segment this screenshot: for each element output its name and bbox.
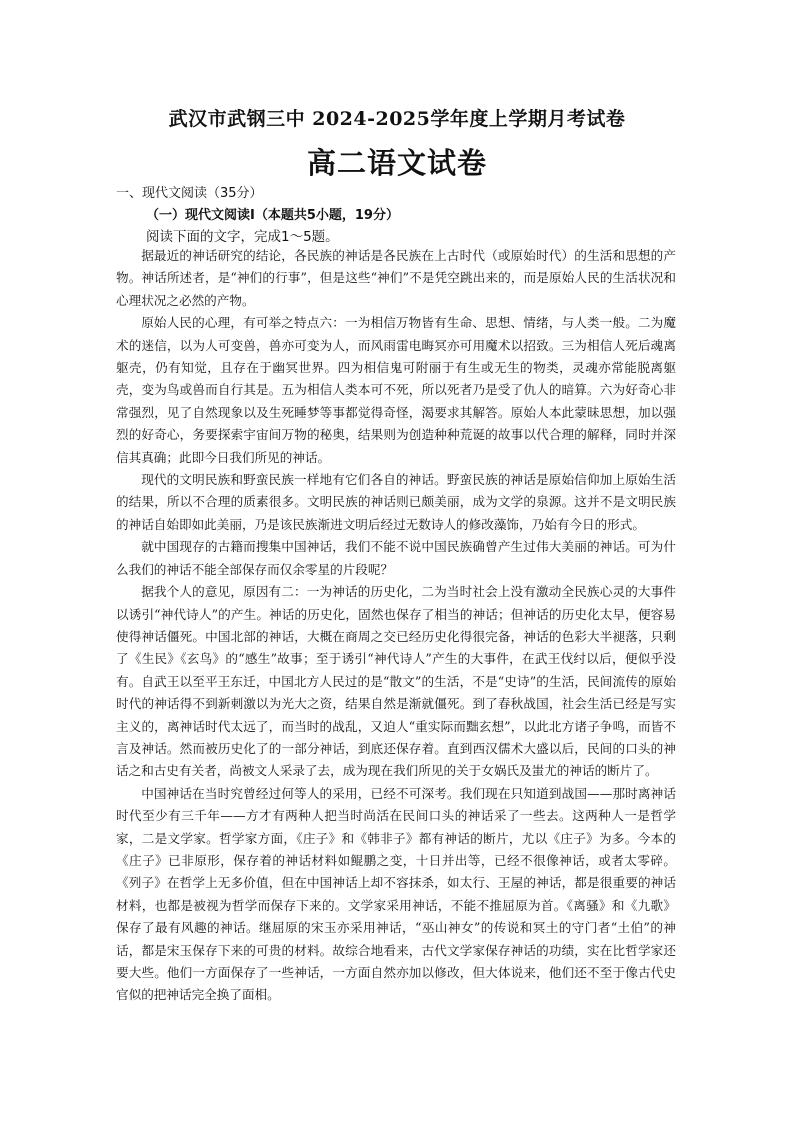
reading-instruction: 阅读下面的文字，完成1～5题。 bbox=[146, 229, 339, 245]
passage-paragraph: 原始人民的心理，有可举之特点六：一为相信万物皆有生命、思想、情绪，与人类一般。二为魔术的迷信，以为人可变兽，兽亦可变为人，而风雨雷电晦冥亦可用魔术以招致。三为相信人死后魂离躯壳，仍有知觉，且存在于幽冥世界。四为相信鬼可附丽于有生或无生的物类，灵魂亦常能脱离躯壳，变为鸟或兽而自行其是。五为相信人类本可不死，所以死者乃是受了仇人的暗算。六为好奇心非常强烈，见了自然现象以及生死睡梦等事都觉得奇怪，渴要求其解答。原始人本此蒙昧思想，加以强烈的好奇心，务要探索宇宙间万物的秘奥，结果则为创造种种荒诞的故事以代合理的解释，同时并深信其真确；此即今日我们所见的神话。 bbox=[116, 315, 676, 465]
passage-paragraph: 据最近的神话研究的结论，各民族的神话是各民族在上古时代（或原始时代）的生活和思想的产物。神话所述者，是“神们的行事”，但是这些“神们”不是凭空跳出来的，而是原始人民的生活状况和心理状况之必然的产物。 bbox=[116, 248, 676, 308]
passage-paragraph: 据我个人的意见，原因有二：一为神话的历史化，二为当时社会上没有激动全民族心灵的大事件以诱引“神代诗人”的产生。神话的历史化，固然也保存了相当的神话；但神话的历史化太早，便容易使得神话僵死。中国北部的神话，大概在商周之交已经历史化得很完备，神话的色彩大半褪落，只剩了《生民》《玄鸟》的“感生”故事；至于诱引“神代诗人”产生的大事件，在武王伐纣以后，便似乎没有。自武王以至平王东迁，中国北方人民过的是“散文”的生活，不是“史诗”的生活，民间流传的原始时代的神话得不到新刺激以为光大之资，结果自然是渐就僵死。到了春秋战国，社会生活已经是写实主义的，离神话时代太远了，而当时的战乱，又迫人“重实际而黜玄想”，以此北方诸子争鸣，而皆不言及神话。然而被历史化了的一部分神话，到底还保存着。直到西汉儒术大盛以后，民间的口头的神话之和古史有关者，尚被文人采录了去，成为现在我们所见的关于女娲氏及蚩尤的神话的断片了。 bbox=[116, 584, 676, 779]
passage-paragraph: 就中国现存的古籍而搜集中国神话，我们不能不说中国民族确曾产生过伟大美丽的神话。可为什么我们的神话不能全部保存而仅余零星的片段呢？ bbox=[116, 539, 676, 577]
subsection-heading: （一）现代文阅读Ⅰ（本题共5小题，19分） bbox=[146, 208, 399, 223]
passage-paragraph: 中国神话在当时究曾经过何等人的采用，已经不可深考。我们现在只知道到战国——那时离神话时代至少有三千年——方才有两种人把当时尚活在民间口头的神话采了一些去。这两种人一是哲学家，二是文学家。哲学家方面，《庄子》和《韩非子》都有神话的断片，尤以《庄子》为多。今本的《庄子》已非原形，保存着的神话材料如鲲鹏之变，十日并出等，已经不很像神话，或者太零碎。《列子》在哲学上无多价值，但在中国神话上却不容抹杀，如太行、王屋的神话，都是很重要的神话材料，也都是被视为哲学而保存下来的。文学家采用神话，不能不推屈原为首。《离骚》和《九歌》保存了最有风趣的神话。继屈原的宋玉亦采用神话，“巫山神女”的传说和冥土的守门者“土伯”的神话，都是宋玉保存下来的可贵的材料。故综合地看来，古代文学家保存神话的功绩，实在比哲学家还要大些。他们一方面保存了一些神话，一方面自然亦加以修改，但大体说来，他们还不至于像古代史官似的把神话完全换了面相。 bbox=[116, 785, 676, 1003]
section-heading: 一、现代文阅读（35分） bbox=[116, 186, 263, 201]
reading-passage bbox=[116, 245, 676, 1007]
paper-title: 高二语文试卷 bbox=[306, 146, 487, 180]
school-exam-title: 武汉市武钢三中 2024-2025学年度上学期月考试卷 bbox=[168, 108, 626, 130]
passage-paragraph: 现代的文明民族和野蛮民族一样地有它们各自的神话。野蛮民族的神话是原始信仰加上原始生活的结果，所以不合理的质素很多。文明民族的神话则已颇美丽，成为文学的泉源。这并不是文明民族的神话自始即如此美丽，乃是该民族渐进文明后经过无数诗人的修改藻饰，乃始有今日的形式。 bbox=[116, 472, 676, 532]
